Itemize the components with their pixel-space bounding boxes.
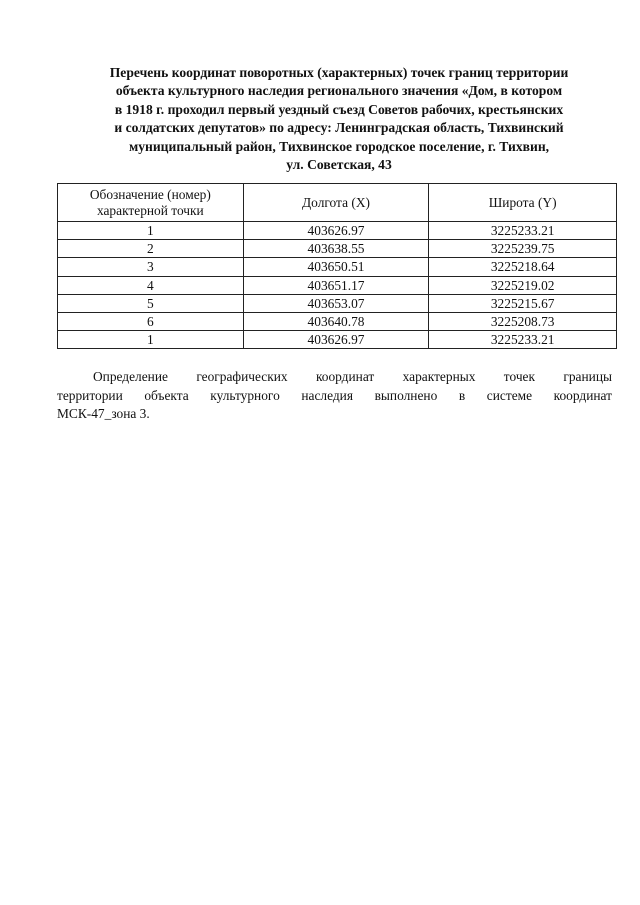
point-number-cell: 5	[58, 294, 244, 312]
title-line-6: ул. Советская, 43	[286, 157, 392, 173]
longitude-cell: 403626.97	[243, 222, 429, 240]
longitude-cell: 403640.78	[243, 312, 429, 330]
table-row	[58, 240, 617, 258]
point-number-cell: 4	[58, 276, 244, 294]
latitude-cell: 3225233.21	[429, 222, 617, 240]
latitude-cell: 3225215.67	[429, 294, 617, 312]
longitude-cell: 403626.97	[243, 331, 429, 349]
coordinates-table	[57, 183, 617, 349]
title-line-2: объекта культурного наследия регионального значения «Дом, в котором	[115, 83, 563, 99]
table-row	[58, 312, 617, 330]
point-number-cell: 1	[58, 331, 244, 349]
latitude-cell: 3225239.75	[429, 240, 617, 258]
latitude-cell: 3225218.64	[429, 258, 617, 276]
header-longitude-x: Долгота (X)	[243, 184, 429, 222]
latitude-cell: 3225208.73	[429, 312, 617, 330]
title-line-1: Перечень координат поворотных (характерных) точек границ территории	[109, 65, 569, 80]
note-line-1: Определение географических координат характерных точек границы	[93, 369, 612, 384]
table-row	[58, 222, 617, 240]
longitude-cell: 403653.07	[243, 294, 429, 312]
latitude-cell: 3225233.21	[429, 331, 617, 349]
header-point-number: Обозначение (номер) характерной точки	[58, 184, 244, 222]
header-latitude-y: Широта (Y)	[429, 184, 617, 222]
coordinate-system-note	[57, 368, 612, 424]
table-header-row	[58, 184, 617, 222]
title-line-5: муниципальный район, Тихвинское городское поселение, г. Тихвин,	[128, 138, 550, 154]
note-line-2: территории объекта культурного наследия выполнено в системе координат	[57, 387, 612, 403]
point-number-cell: 3	[58, 258, 244, 276]
title-line-4: и солдатских депутатов» по адресу: Ленинградская область, Тихвинский	[114, 120, 564, 136]
point-number-cell: 6	[58, 312, 244, 330]
note-line-3: МСК-47_зона 3.	[57, 406, 150, 421]
table-row	[58, 294, 617, 312]
point-number-cell: 1	[58, 222, 244, 240]
table-row	[58, 331, 617, 349]
longitude-cell: 403650.51	[243, 258, 429, 276]
document-title	[60, 64, 618, 174]
latitude-cell: 3225219.02	[429, 276, 617, 294]
table-row	[58, 258, 617, 276]
table-row	[58, 276, 617, 294]
longitude-cell: 403638.55	[243, 240, 429, 258]
point-number-cell: 2	[58, 240, 244, 258]
longitude-cell: 403651.17	[243, 276, 429, 294]
title-line-3: в 1918 г. проходил первый уездный съезд Советов рабочих, крестьянских	[114, 101, 564, 117]
